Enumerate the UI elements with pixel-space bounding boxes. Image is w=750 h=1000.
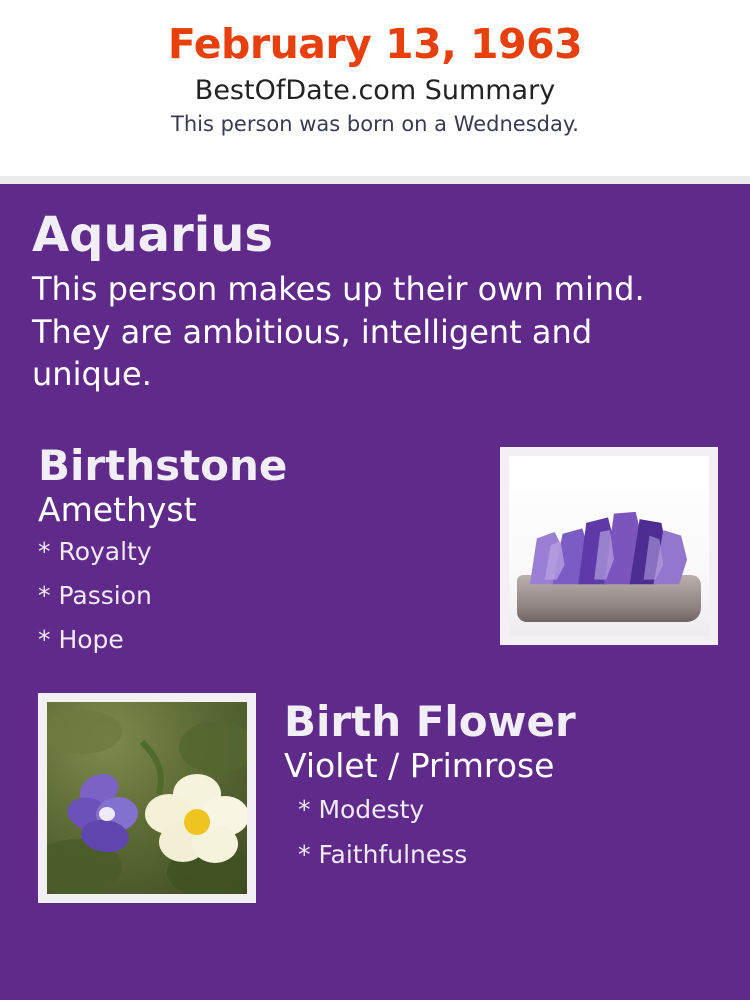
birthstone-trait: * Passion — [38, 581, 152, 611]
amethyst-crystal-photo — [500, 447, 718, 645]
birth-flower-text-block — [284, 693, 718, 870]
birth-flower-name: Violet / Primrose — [284, 746, 555, 786]
flower-svg — [47, 702, 247, 894]
site-summary-label: BestOfDate.com Summary — [194, 75, 556, 107]
zodiac-sign-title: Aquarius — [32, 207, 273, 263]
page-title: February 13, 1963 — [167, 20, 583, 68]
details-panel — [0, 184, 750, 1000]
birthstone-text-block — [32, 441, 462, 655]
birthstone-trait: * Hope — [38, 625, 124, 655]
amethyst-crystal-cluster — [525, 488, 693, 589]
birthstone-section — [32, 443, 718, 673]
zodiac-description: This person makes up their own mind. They are ambitious, intelligent and unique. — [32, 270, 645, 393]
birth-flower-trait: * Modesty — [298, 795, 425, 825]
amethyst-photo-inner — [509, 456, 709, 636]
violet-primrose-photo — [38, 693, 256, 903]
header — [0, 0, 750, 176]
birth-flower-title: Birth Flower — [284, 697, 576, 747]
weekday-line: This person was born on a Wednesday. — [171, 112, 579, 137]
birthstone-trait: * Royalty — [38, 537, 152, 567]
header-divider — [0, 176, 750, 184]
amethyst-svg — [525, 488, 693, 589]
birthstone-title: Birthstone — [38, 441, 288, 491]
birth-flower-section — [32, 693, 718, 908]
birthstone-name: Amethyst — [38, 490, 197, 530]
flower-photo-inner — [47, 702, 247, 894]
birth-flower-trait: * Faithfulness — [298, 840, 468, 870]
